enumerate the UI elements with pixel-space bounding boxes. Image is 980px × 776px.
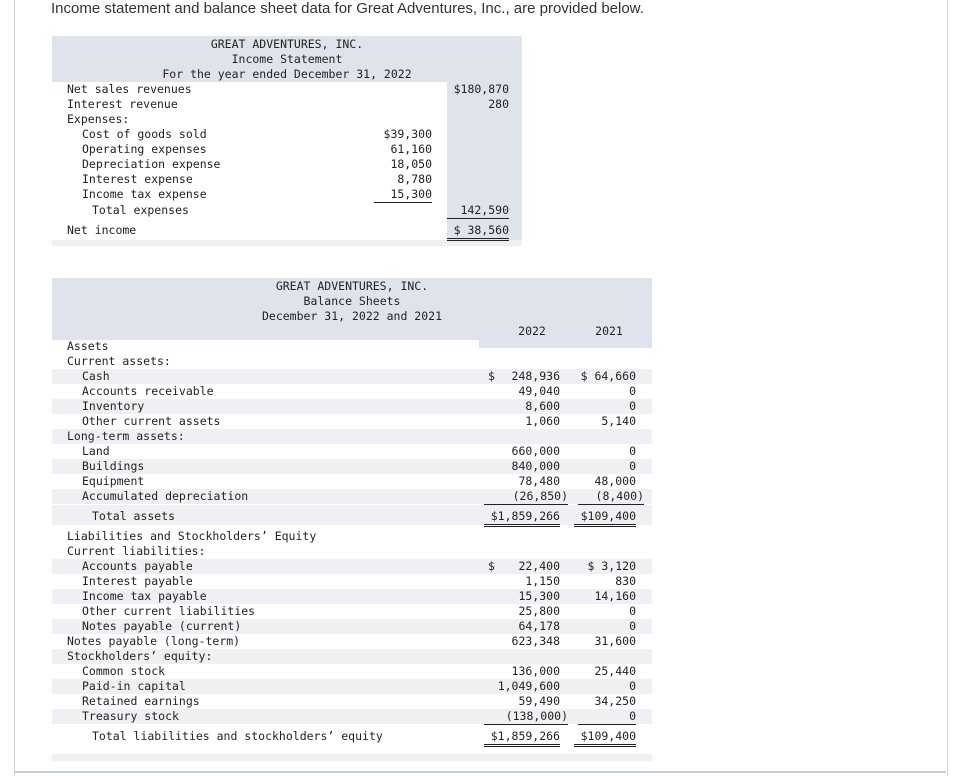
is-row-net-income <box>52 223 522 238</box>
intro-text: Income statement and balance sheet data for Great Adventures, Inc., are provided below. <box>51 0 644 17</box>
bs-label: Common stock <box>82 664 166 678</box>
bs-row-accumulated-depreciation <box>52 489 652 504</box>
bs-row-land <box>52 444 652 459</box>
bs-label: Other current assets <box>82 414 221 428</box>
bs-column-2022: 2022 <box>518 324 546 338</box>
bs-row-notes-payable-long <box>52 634 652 649</box>
is-row-net-sales <box>52 82 522 97</box>
is-value: 15,300 <box>374 187 432 203</box>
is-value: 8,780 <box>397 172 432 186</box>
bs-label: Current assets: <box>67 354 171 368</box>
bs-row-interest-payable <box>52 574 652 589</box>
bs-value-2022: $1,859,266 <box>484 509 560 527</box>
bs-value-2021: 0 <box>629 384 636 398</box>
bs-row-total-assets <box>52 509 652 524</box>
bs-value-2022: 59,490 <box>518 694 560 708</box>
bs-value-2021: 5,140 <box>601 414 636 428</box>
bs-value-2022: 64,178 <box>518 619 560 633</box>
is-label: Cost of goods sold <box>82 127 207 141</box>
bs-dollar-sign: $ <box>488 369 495 383</box>
bs-row-retained-earnings <box>52 694 652 709</box>
bs-label: Notes payable (current) <box>82 619 242 633</box>
balance-sheet <box>52 278 652 764</box>
is-label: Net income <box>67 223 137 237</box>
bs-row-accounts-payable <box>52 559 652 574</box>
bs-row-buildings <box>52 459 652 474</box>
bs-row-other-current-assets <box>52 414 652 429</box>
is-label: Operating expenses <box>82 142 207 156</box>
bs-value-2022: 623,348 <box>511 634 560 648</box>
bs-row-paid-in-capital <box>52 679 652 694</box>
bs-value-2022: 22,400 <box>518 559 560 573</box>
bs-row-current-assets-heading <box>52 354 652 369</box>
bs-row-treasury-stock <box>52 709 652 724</box>
bs-value-2021: $ 64,660 <box>580 369 636 383</box>
bs-value-2022: 1,150 <box>525 574 560 588</box>
bs-label: Total liabilities and stockholders’ equity <box>92 729 383 743</box>
is-label: Income tax expense <box>82 187 207 201</box>
bs-label: Cash <box>82 369 110 383</box>
is-period: For the year ended December 31, 2022 <box>162 67 412 81</box>
bs-bottom-band <box>52 754 652 761</box>
bs-value-2021: $ 3,120 <box>587 559 636 573</box>
bs-row-assets-heading <box>52 339 652 354</box>
is-value: $ 38,560 <box>447 223 509 241</box>
bs-label: Notes payable (long-term) <box>67 634 241 648</box>
is-row-interest-revenue <box>52 97 522 112</box>
is-title: Income Statement <box>231 52 343 66</box>
bs-label: Other current liabilities <box>82 604 256 618</box>
bs-label: Accounts receivable <box>82 384 214 398</box>
bs-label: Total assets <box>92 509 176 523</box>
bs-value-2021: 0 <box>629 399 636 413</box>
bs-label: Current liabilities: <box>67 544 206 558</box>
bs-label: Inventory <box>82 399 145 413</box>
bs-label: Stockholders’ equity: <box>67 649 213 663</box>
bs-value-2021: 830 <box>615 574 636 588</box>
bs-value-2021: 0 <box>629 444 636 458</box>
income-statement <box>52 36 522 246</box>
bs-value-2021: 0 <box>629 619 636 633</box>
bs-row-other-current-liabilities <box>52 604 652 619</box>
bs-value-2022: 49,040 <box>518 384 560 398</box>
bs-value-2022: 840,000 <box>511 459 560 473</box>
bs-value-2022: 248,936 <box>511 369 560 383</box>
bs-row-current-liabilities-heading <box>52 544 652 559</box>
is-label: Expenses: <box>67 112 130 126</box>
bs-value-2021: (8,400) <box>578 489 644 505</box>
is-row-expense <box>52 157 522 172</box>
bs-label: Long-term assets: <box>67 429 185 443</box>
is-value: 18,050 <box>390 157 432 171</box>
is-row-expenses-heading <box>52 112 522 127</box>
bs-value-2022: 25,800 <box>518 604 560 618</box>
bs-company-name: GREAT ADVENTURES, INC. <box>275 279 429 293</box>
bs-label: Income tax payable <box>82 589 207 603</box>
is-value: $180,870 <box>453 82 509 96</box>
bs-value-2021: $109,400 <box>574 509 636 527</box>
bs-row-total-liab-equity <box>52 729 652 744</box>
bs-value-2022: 1,060 <box>525 414 560 428</box>
is-row-expense <box>52 187 522 202</box>
bs-value-2021: 48,000 <box>594 474 636 488</box>
is-row-expense <box>52 172 522 187</box>
bs-dollar-sign: $ <box>488 559 495 573</box>
is-row-expense <box>52 127 522 142</box>
is-value: 280 <box>488 97 509 111</box>
bs-label: Assets <box>67 339 109 353</box>
bs-value-2021: 0 <box>629 604 636 618</box>
bs-row-long-term-heading <box>52 429 652 444</box>
bs-period: December 31, 2022 and 2021 <box>261 309 442 323</box>
bs-title: Balance Sheets <box>303 294 401 308</box>
bs-row-income-tax-payable <box>52 589 652 604</box>
bs-value-2022: 1,049,600 <box>497 679 560 693</box>
bs-column-2021: 2021 <box>595 324 623 338</box>
is-value: $39,300 <box>383 127 432 141</box>
bs-value-2022: (138,000) <box>484 709 568 725</box>
bs-label: Land <box>82 444 110 458</box>
is-row-expense <box>52 142 522 157</box>
bs-value-2021: 0 <box>629 679 636 693</box>
bs-row-common-stock <box>52 664 652 679</box>
bs-row-notes-payable-current <box>52 619 652 634</box>
is-value: 142,590 <box>447 203 509 219</box>
bs-row-liab-equity-heading <box>52 529 652 544</box>
bs-row-stockholders-equity-heading <box>52 649 652 664</box>
is-label: Total expenses <box>92 203 189 217</box>
bs-label: Accumulated depreciation <box>82 489 249 503</box>
bs-value-2022: 660,000 <box>511 444 560 458</box>
is-label: Depreciation expense <box>82 157 221 171</box>
is-label: Interest revenue <box>67 97 178 111</box>
bs-value-2021: 31,600 <box>594 634 636 648</box>
is-row-total-expenses <box>52 203 522 218</box>
bs-row-inventory <box>52 399 652 414</box>
is-label: Interest expense <box>82 172 193 186</box>
bs-value-2021: $109,400 <box>574 729 636 747</box>
bs-value-2021: 34,250 <box>594 694 636 708</box>
is-company-name: GREAT ADVENTURES, INC. <box>210 37 364 51</box>
bs-label: Equipment <box>82 474 145 488</box>
bs-label: Retained earnings <box>82 694 200 708</box>
bs-value-2022: 78,480 <box>518 474 560 488</box>
bs-value-2021: 0 <box>629 459 636 473</box>
bs-label: Liabilities and Stockholders’ Equity <box>67 529 317 543</box>
bs-label: Buildings <box>82 459 145 473</box>
bs-value-2022: $1,859,266 <box>484 729 560 747</box>
bs-row-accounts-receivable <box>52 384 652 399</box>
bs-row-equipment <box>52 474 652 489</box>
bs-label: Interest payable <box>82 574 193 588</box>
bs-value-2022: (26,850) <box>484 489 568 505</box>
bs-label: Accounts payable <box>82 559 193 573</box>
bs-label: Treasury stock <box>82 709 179 723</box>
bs-value-2021: 14,160 <box>594 589 636 603</box>
bs-value-2022: 136,000 <box>511 664 560 678</box>
bs-row-cash <box>52 369 652 384</box>
bs-label: Paid-in capital <box>82 679 186 693</box>
bs-value-2022: 15,300 <box>518 589 560 603</box>
bs-value-2021: 0 <box>578 709 636 725</box>
bottom-divider <box>14 771 946 773</box>
is-value: 61,160 <box>390 142 432 156</box>
is-label: Net sales revenues <box>67 82 192 96</box>
bs-value-2022: 8,600 <box>525 399 560 413</box>
bs-value-2021: 25,440 <box>594 664 636 678</box>
